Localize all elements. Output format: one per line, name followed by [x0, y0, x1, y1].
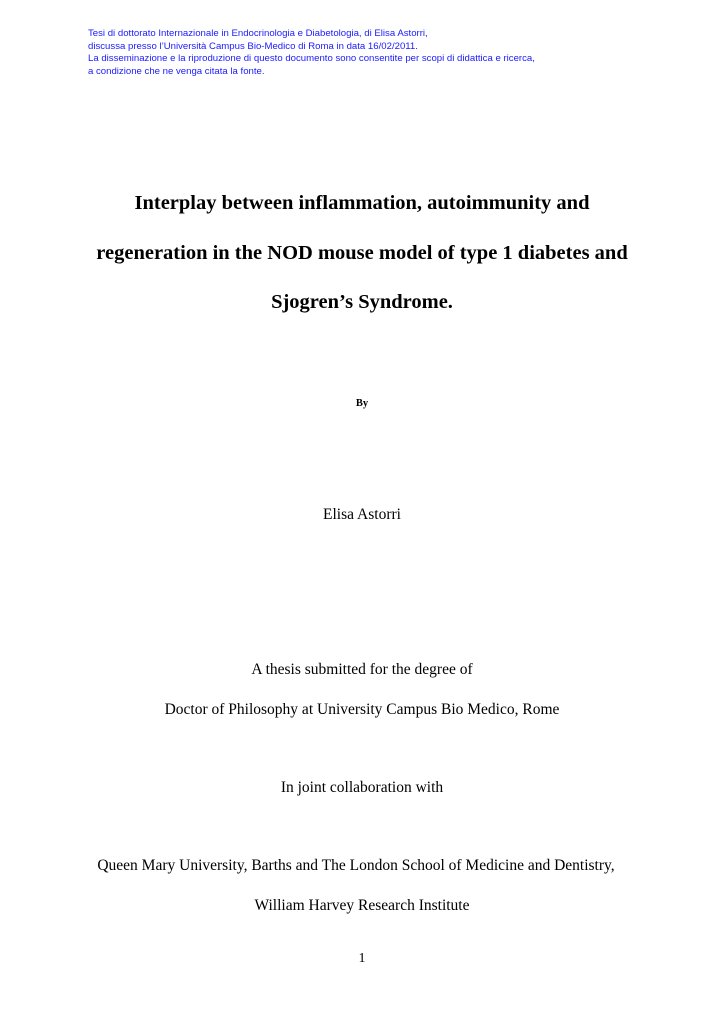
watermark-line: a condizione che ne venga citata la fonte. [88, 65, 265, 77]
watermark-notice [88, 28, 648, 78]
thesis-title-line-3: Sjogren’s Syndrome. [271, 291, 453, 313]
watermark-line: discussa presso l’Università Campus Bio-Medico di Roma in data 16/02/2011. [88, 40, 418, 52]
author-name: Elisa Astorri [323, 506, 401, 523]
degree-line-2: Doctor of Philosophy at University Campus Bio Medico, Rome [164, 701, 560, 718]
by-label: By [355, 398, 369, 409]
institution-line-1: Queen Mary University, Barths and The London School of Medicine and Dentistry, [97, 857, 615, 874]
page-number: 1 [358, 951, 366, 966]
thesis-title-line-2: regeneration in the NOD mouse model of type 1 diabetes and [96, 242, 628, 264]
institution-line-2: William Harvey Research Institute [254, 897, 470, 914]
watermark-line: La disseminazione e la riproduzione di questo documento sono consentite per scopi di didattica e ricerca, [88, 53, 535, 65]
watermark-line: Tesi di dottorato Internazionale in Endocrinologia e Diabetologia, di Elisa Astorri, [88, 28, 428, 39]
thesis-title-line-1: Interplay between inflammation, autoimmunity and [134, 192, 590, 214]
collaboration-text: In joint collaboration with [280, 779, 444, 796]
degree-line-1: A thesis submitted for the degree of [251, 661, 473, 678]
